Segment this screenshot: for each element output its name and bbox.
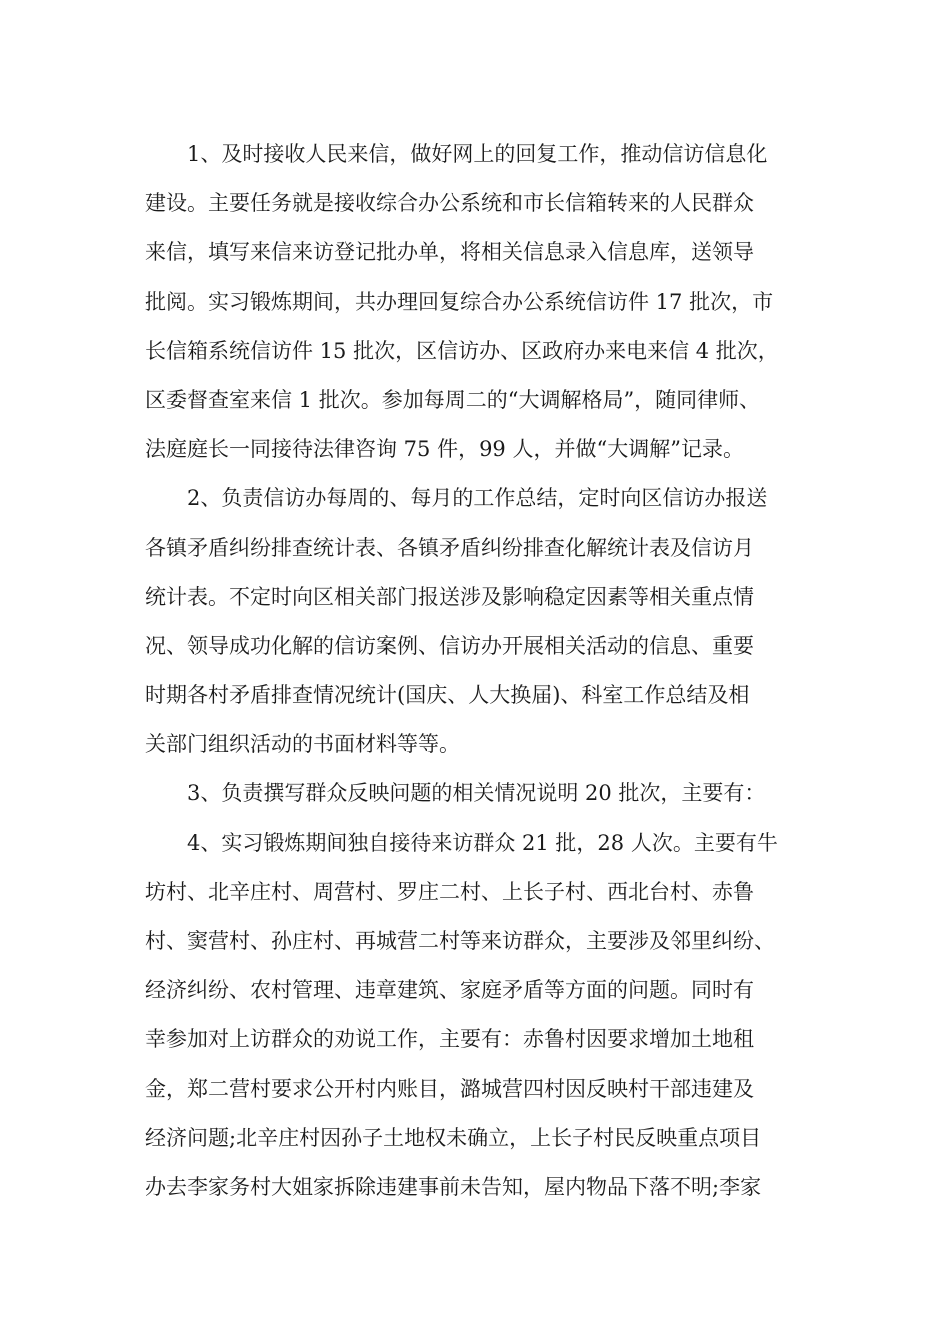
paragraph-2-line-4: 况、领导成功化解的信访案例、信访办开展相关活动的信息、重要 <box>145 633 754 658</box>
paragraph-1-line-7: 法庭庭长一同接待法律咨询 75 件，99 人，并做“大调解”记录。 <box>145 437 744 462</box>
paragraph-4-line-4: 经济纠纷、农村管理、违章建筑、家庭矛盾等方面的问题。同时有 <box>145 978 754 1003</box>
paragraph-2-line-5: 时期各村矛盾排查情况统计(国庆、人大换届)、科室工作总结及相 <box>145 683 750 708</box>
paragraph-4-line-2: 坊村、北辛庄村、周营村、罗庄二村、上长子村、西北台村、赤鲁 <box>145 879 754 904</box>
paragraph-1-line-6: 区委督查室来信 1 批次。参加每周二的“大调解格局”，随同律师、 <box>145 387 761 412</box>
paragraph-3-line-1: 3、负责撰写群众反映问题的相关情况说明 20 批次，主要有： <box>145 781 766 806</box>
paragraph-4-line-6: 金，郑二营村要求公开村内账目，潞城营四村因反映村干部违建及 <box>145 1076 754 1101</box>
paragraph-4-line-8: 办去李家务村大姐家拆除违建事前未告知，屋内物品下落不明;李家 <box>145 1174 762 1199</box>
paragraph-2-line-6: 关部门组织活动的书面材料等等。 <box>145 732 460 757</box>
paragraph-1-line-1: 1、及时接收人民来信，做好网上的回复工作，推动信访信息化 <box>145 142 768 166</box>
paragraph-1-line-5: 长信箱系统信访件 15 批次，区信访办、区政府办来电来信 4 批次， <box>145 338 779 363</box>
paragraph-4-line-5: 幸参加对上访群众的劝说工作，主要有：赤鲁村因要求增加土地租 <box>145 1027 754 1052</box>
paragraph-1-line-3: 来信，填写来信来访登记批办单，将相关信息录入信息库，送领导 <box>145 240 754 265</box>
paragraph-1-line-2: 建设。主要任务就是接收综合办公系统和市长信箱转来的人民群众 <box>145 191 754 216</box>
paragraph-4-line-7: 经济问题;北辛庄村因孙子土地权未确立，上长子村民反映重点项目 <box>145 1125 762 1150</box>
paragraph-4-line-3: 村、窦营村、孙庄村、再城营二村等来访群众，主要涉及邻里纠纷、 <box>145 929 775 953</box>
paragraph-2-line-2: 各镇矛盾纠纷排查统计表、各镇矛盾纠纷排查化解统计表及信访月 <box>145 535 754 560</box>
paragraph-2-line-1: 2、负责信访办每周的、每月的工作总结，定时向区信访办报送 <box>145 486 768 511</box>
paragraph-1-line-4: 批阅。实习锻炼期间，共办理回复综合办公系统信访件 17 批次，市 <box>145 289 774 314</box>
document-body <box>145 130 815 1212</box>
paragraph-4-line-1: 4、实习锻炼期间独自接待来访群众 21 批，28 人次。主要有牛 <box>145 830 778 855</box>
paragraph-2-line-3: 统计表。不定时向区相关部门报送涉及影响稳定因素等相关重点情 <box>145 584 754 609</box>
